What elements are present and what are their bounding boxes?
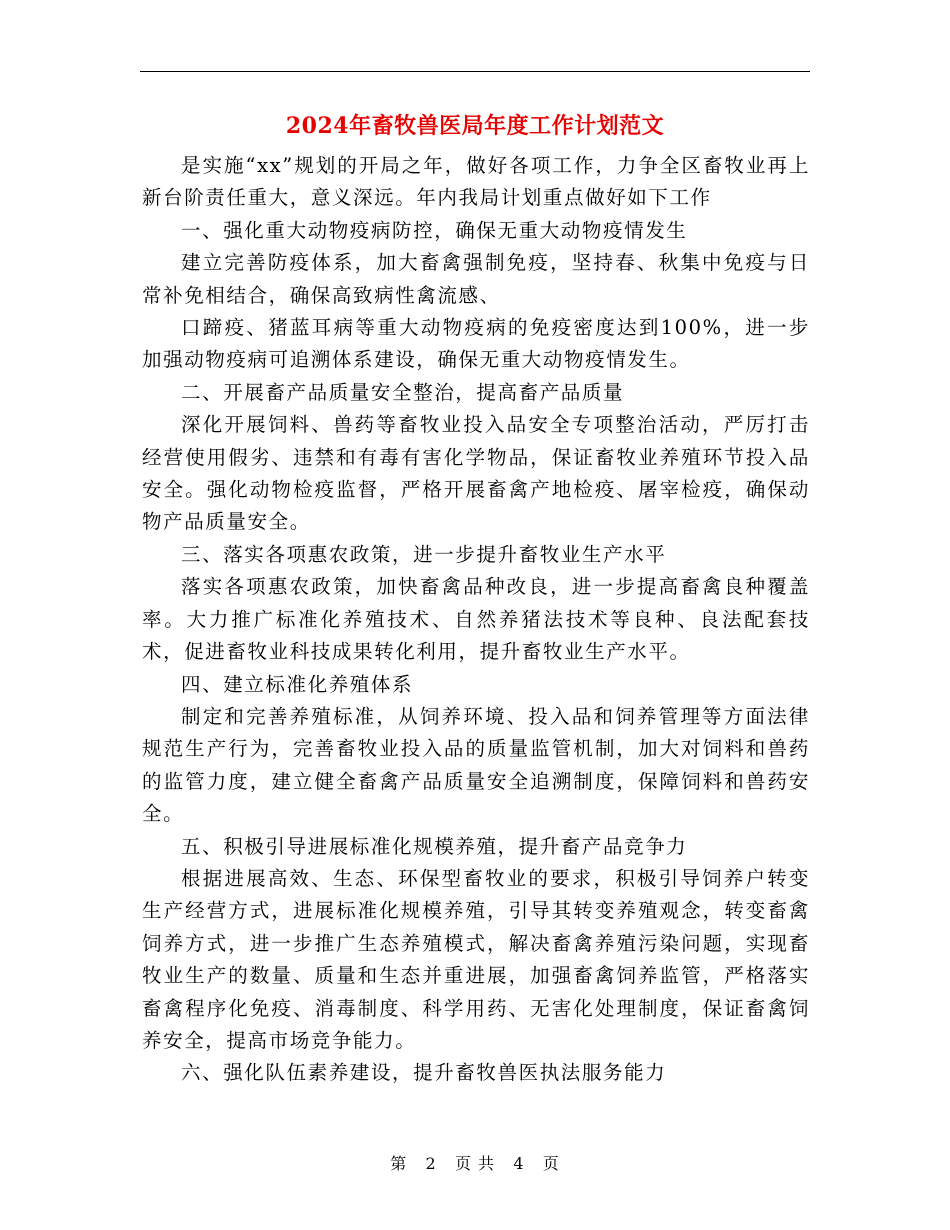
footer-page-current: 2: [425, 1154, 437, 1173]
body-paragraph: 制定和完善养殖标准，从饲养环境、投入品和饲养管理等方面法律规范生产行为，完善畜牧业投入品的质量监管机制，加大对饲料和兽药的监管力度，建立健全畜禽产品质量安全追溯制度，保障饲料和兽药安全。: [142, 704, 810, 826]
document-body: [142, 150, 810, 1090]
section-heading: 三、落实各项惠农政策，进一步提升畜牧业生产水平: [181, 542, 667, 566]
header-rule: [140, 71, 810, 72]
section-heading: 五、积极引导进展标准化规模养殖，提升畜产品竞争力: [181, 834, 688, 858]
footer-middle: 页 共: [454, 1154, 496, 1173]
body-paragraph: 深化开展饲料、兽药等畜牧业投入品安全专项整治活动，严厉打击经营使用假劣、违禁和有毒有害化学物品，保证畜牧业养殖环节投入品安全。强化动物检疫监督，严格开展畜禽产地检疫、屠宰检疫，确保动物产品质量安全。: [142, 413, 810, 534]
body-paragraph: 根据进展高效、生态、环保型畜牧业的要求，积极引导饲养户转变生产经营方式，进展标准化规模养殖，引导其转变养殖观念，转变畜禽饲养方式，进一步推广生态养殖模式，解决畜禽养殖污染问题，实现畜牧业生产的数量、质量和生态并重进展，加强畜禽饲养监管，严格落实畜禽程序化免疫、消毒制度、科学用药、无害化处理制度，保证畜禽饲养安全，提高市场竞争能力。: [142, 866, 810, 1052]
intro-paragraph: 是实施“xx”规划的开局之年，做好各项工作，力争全区畜牧业再上新台阶责任重大，意义深远。年内我局计划重点做好如下工作: [142, 154, 810, 210]
section-heading: 二、开展畜产品质量安全整治，提高畜产品质量: [181, 380, 625, 404]
body-paragraph: 建立完善防疫体系，加大畜禽强制免疫，坚持春、秋集中免疫与日常补免相结合，确保高致病性禽流感、: [142, 251, 810, 307]
body-paragraph: 口蹄疫、猪蓝耳病等重大动物疫病的免疫密度达到100%，进一步加强动物疫病可追溯体系建设，确保无重大动物疫情发生。: [142, 316, 810, 372]
section-heading: 一、强化重大动物疫病防控，确保无重大动物疫情发生: [181, 218, 688, 242]
section-heading: 四、建立标准化养殖体系: [181, 672, 414, 696]
footer-suffix: 页: [542, 1154, 560, 1173]
footer-page-total: 4: [513, 1154, 525, 1173]
body-paragraph: 落实各项惠农政策，加快畜禽品种改良，进一步提高畜禽良种覆盖率。大力推广标准化养殖技术、自然养猪法技术等良种、良法配套技术，促进畜牧业科技成果转化利用，提升畜牧业生产水平。: [142, 575, 810, 664]
page-footer: [140, 1152, 810, 1176]
footer-prefix: 第: [390, 1154, 408, 1173]
section-heading: 六、强化队伍素养建设，提升畜牧兽医执法服务能力: [181, 1061, 667, 1085]
document-title: 2024年畜牧兽医局年度工作计划范文: [285, 113, 665, 139]
